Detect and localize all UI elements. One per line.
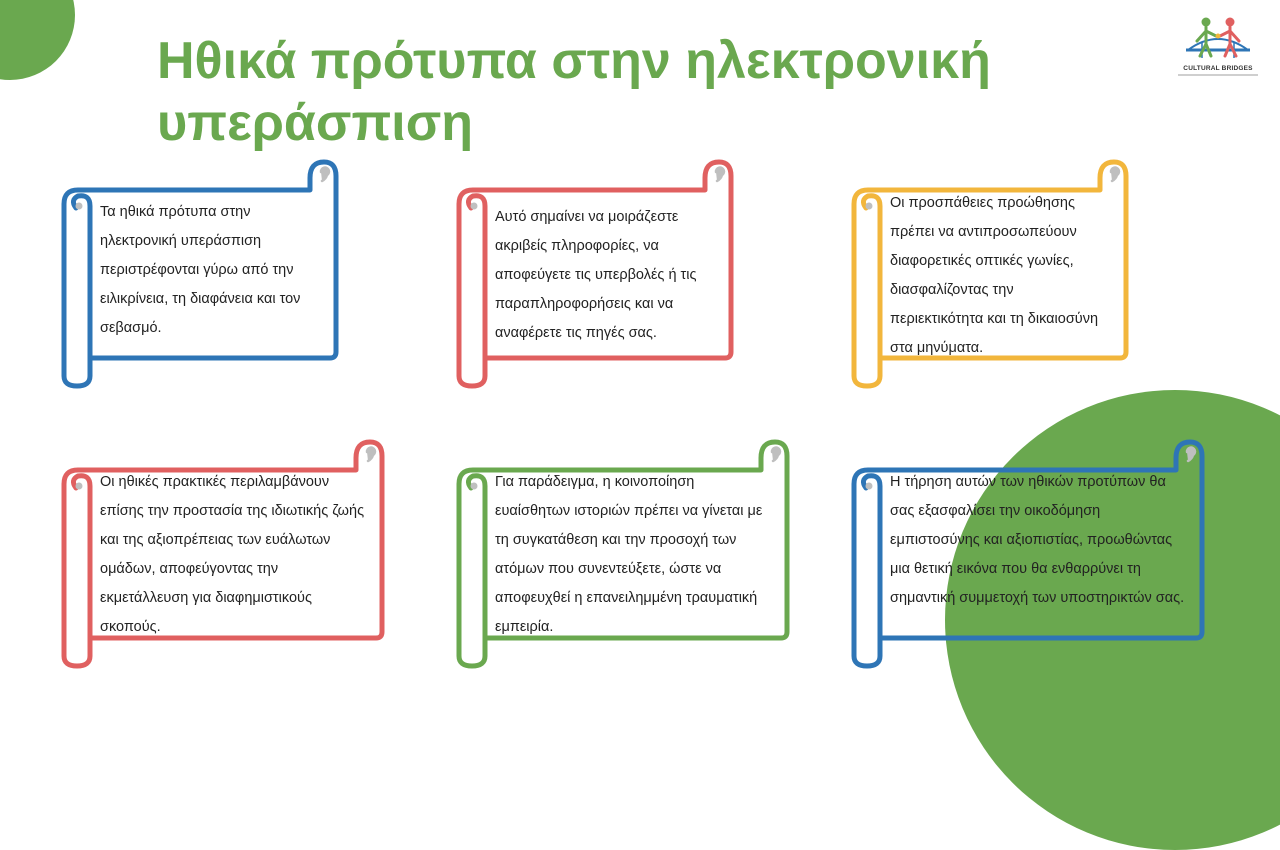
card-text: Οι προσπάθειες προώθησης πρέπει να αντιπροσωπεύουν διαφορετικές οπτικές γωνίες, διασφαλίζοντας την περιεκτικότητα και τη δικαιοσύνη στα μηνύματα. (890, 195, 1099, 356)
scroll-card (60, 438, 394, 678)
cultural-bridges-logo (1172, 14, 1264, 92)
card-text: Τα ηθικά πρότυπα στην ηλεκτρονική υπεράσπιση περιστρέφονται γύρω από την ειλικρίνεια, τη διαφάνεια και τον σεβασμό. (100, 204, 301, 336)
scroll-card (850, 438, 1214, 678)
logo-text: CULTURAL BRIDGES (1183, 65, 1253, 72)
card-text: Για παράδειγμα, η κοινοποίηση ευαίσθητων ιστοριών πρέπει να γίνεται με τη συγκατάθεση και την προσοχή των ατόμων που συνεντεύξετε, ώστε να αποφευχθεί η επανειλημμένη τραυματική εμπειρία. (495, 474, 763, 635)
card-text: Αυτό σημαίνει να μοιράζεστε ακριβείς πληροφορίες, να αποφεύγετε τις υπερβολές ή τις παραπληροφορήσεις και να αναφέρετε τις πηγές σας. (495, 209, 697, 341)
scroll-card (455, 438, 799, 678)
logo-tagline-bar (1178, 74, 1258, 76)
decorative-circle-top (0, 0, 75, 80)
card-text: Οι ηθικές πρακτικές περιλαμβάνουν επίσης την προστασία της ιδιωτικής ζωής και της αξιοπρέπειας των ευάλωτων ομάδων, αποφεύγοντας την εκμετάλλευση για διαφημιστικούς σκοπούς. (100, 474, 365, 635)
scroll-card (60, 158, 348, 398)
slide-title: Ηθικά πρότυπα στην ηλεκτρονική υπεράσπιση (157, 32, 991, 152)
bridge-figures-icon (1182, 14, 1254, 64)
card-text: Η τήρηση αυτών των ηθικών προτύπων θα σας εξασφαλίσει την οικοδόμηση εμπιστοσύνης και αξιοπιστίας, προωθώντας μια θετική εικόνα που θα ενθαρρύνει τη σημαντική συμμετοχή των υποστηρικτών σας. (890, 474, 1185, 606)
scroll-card (455, 158, 743, 398)
scroll-card (850, 158, 1138, 398)
